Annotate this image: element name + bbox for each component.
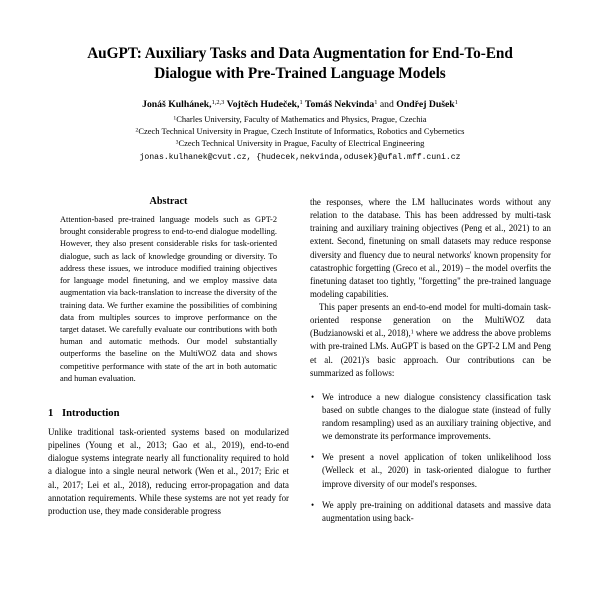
- right-column: [310, 196, 551, 600]
- bullet-icon: •: [311, 391, 315, 402]
- bullet-icon: •: [311, 452, 315, 463]
- author-3-affiliation-marker: 1: [374, 98, 378, 106]
- page-title: [48, 0, 552, 85]
- author-1: Jonáš Kulhánek,: [142, 98, 212, 110]
- affiliation-2: [48, 125, 552, 137]
- two-column-body: [48, 196, 552, 600]
- abstract-heading: Abstract: [149, 196, 188, 207]
- list-item: [310, 443, 551, 490]
- right-paragraph-2: [310, 301, 551, 380]
- author-1-affiliation-marker: 1,2,3: [211, 98, 225, 106]
- bullet-icon: •: [311, 499, 315, 510]
- abstract-body: [48, 214, 289, 385]
- left-column: [48, 196, 289, 600]
- title-line-1: AuGPT: Auxiliary Tasks and Data Augmentation for End-To-End: [87, 45, 513, 62]
- affiliation-2-text: Czech Technical University in Prague, Czech Institute of Informatics, Robotics and Cybernetics: [138, 125, 465, 136]
- abstract-text: Attention-based pre-trained language models such as GPT-2 brought considerable progress to end-to-end dialogue modelling. However, they also present considerable risks for task-oriented dialogue, such as lack of knowledge grounding or diversity. To address these issues, we introduce modified training objectives for language model finetuning, and we employ massive data augmentation via back-translation to increase the diversity of the training data. We further examine the possibilities of combining data from multiples sources to improve performance on the target dataset. We carefully evaluate our contributions with both human and automatic methods. Our model substantially outperforms the baseline on the MultiWOZ data and shows competitive performance with state of the art in both automatic and human evaluation.: [60, 215, 277, 383]
- right-paragraph-2-part-2: where we address the above problems with pre-trained LMs. AuGPT is based on the GPT-2 LM and Peng et al. (2021)'s basic approach. Our contributions can be summarized as follows:: [310, 328, 551, 378]
- section-title: Introduction: [62, 408, 120, 420]
- author-2-affiliation-marker: 1: [299, 98, 303, 106]
- affiliation-2-marker: 2: [135, 127, 139, 134]
- footnote-marker: 1: [410, 329, 414, 336]
- author-list: [48, 85, 552, 111]
- title-line-2: Dialogue with Pre-Trained Language Models: [154, 65, 446, 83]
- section-number: 1: [48, 408, 54, 420]
- author-2: Vojtěch Hudeček,: [226, 98, 300, 110]
- introduction-paragraph-1: Unlike traditional task-oriented systems based on modularized pipelines (Young et al., 2013; Gao et al., 2019), end-to-end dialogue systems integrate nearly all functionality required to hold a dialogue into a single neural network (Wen et al., 2017; Eric et al., 2017; Lei et al., 2018), reducing error-propagation and data annotation requirements. While these systems are not yet ready for production use, they made considerable progress: [48, 427, 289, 516]
- list-item: [310, 491, 551, 525]
- author-4: Ondřej Dušek: [396, 98, 455, 110]
- affiliation-3-marker: 3: [175, 139, 179, 146]
- list-item: [310, 383, 551, 444]
- author-conjunction: and: [379, 98, 394, 110]
- affiliation-1-text: Charles University, Faculty of Mathematics and Physics, Prague, Czechia: [176, 113, 427, 124]
- affiliation-3-text: Czech Technical University in Prague, Faculty of Electrical Engineering: [178, 137, 425, 148]
- author-emails: jonas.kulhanek@cvut.cz, {hudecek,nekvinda,odusek}@ufal.mff.cuni.cz: [139, 152, 461, 162]
- list-item-text: We present a novel application of token unlikelihood loss (Welleck et al., 2020) in task-oriented dialogue to further improve diversity of our model's responses.: [322, 452, 551, 489]
- affiliation-1: [48, 111, 552, 125]
- contributions-list: [310, 383, 551, 525]
- contributions-list-wrapper: [310, 380, 551, 525]
- right-paragraph-2-part-1: This paper presents an end-to-end model for multi-domain task-oriented response generation on the MultiWOZ data (Budzianowski et al., 2018),: [310, 302, 551, 339]
- author-3: Tomáš Nekvinda: [304, 98, 375, 110]
- right-paragraph-1: the responses, where the LM hallucinates words without any relation to the database. This has been addressed by multi-task training and auxiliary training objectives (Peng et al., 2021) to an extent. Second, finetuning on small datasets may reduce response diversity and fluency due to neural networks' known propensity for catastrophic forgetting (Greco et al., 2019) – the model overfits the finetuning dataset too tightly, "forgetting" the pre-trained language modeling capabilities.: [310, 197, 551, 299]
- list-item-text: We introduce a new dialogue consistency classification task based on subtle changes to the dialogue state (instead of fully random resampling) used as an auxiliary training objective, and we demonstrate its performance improvements.: [322, 391, 551, 442]
- section-heading-introduction: [48, 385, 289, 426]
- author-4-affiliation-marker: 1: [454, 98, 458, 106]
- affiliation-1-marker: 1: [173, 115, 177, 122]
- list-item-text: We apply pre-training on additional datasets and massive data augmentation using back-: [322, 499, 551, 523]
- affiliation-3: [48, 137, 552, 149]
